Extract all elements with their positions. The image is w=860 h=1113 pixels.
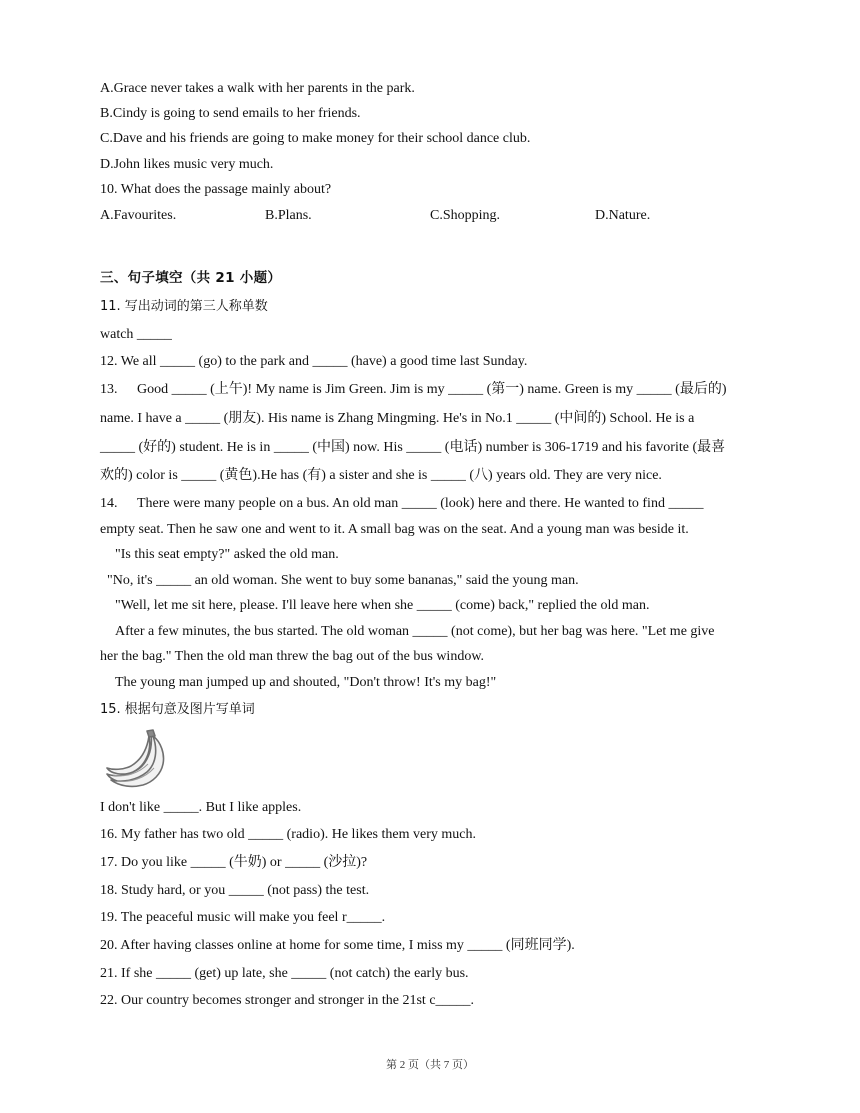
q9-option-c: C.Dave and his friends are going to make money for their school dance club.: [100, 131, 531, 146]
banana-icon: [101, 728, 171, 790]
q10-option-a: A.Favourites.: [100, 208, 177, 223]
q16: 16. My father has two old _____ (radio). He likes them very much.: [100, 827, 476, 842]
q14-line-1: There were many people on a bus. An old man _____ (look) here and there. He wanted to find _____: [137, 496, 704, 511]
section-heading: 三、句子填空（共 21 小题）: [100, 270, 282, 286]
q9-option-b: B.Cindy is going to send emails to her friends.: [100, 106, 361, 121]
q9-option-a: A.Grace never takes a walk with her parents in the park.: [100, 81, 415, 96]
q14-line-6: After a few minutes, the bus started. The old woman _____ (not come), but her bag was here. "Let me give: [115, 624, 715, 639]
q13-line-3: _____ (好的) student. He is in _____ (中国) now. His _____ (电话) number is 306-1719 and his favorite (最喜: [100, 440, 726, 455]
q11-line: watch _____: [100, 327, 172, 342]
q12: 12. We all _____ (go) to the park and _____ (have) a good time last Sunday.: [100, 354, 528, 369]
q14-line-4: "No, it's _____ an old woman. She went to buy some bananas," said the young man.: [107, 573, 579, 588]
q10-option-b: B.Plans.: [265, 208, 312, 223]
q19: 19. The peaceful music will make you feel r_____.: [100, 910, 386, 925]
q14-number: 14.: [100, 496, 118, 511]
q14-line-5: "Well, let me sit here, please. I'll leave here when she _____ (come) back," replied the old man.: [115, 598, 650, 613]
q17: 17. Do you like _____ (牛奶) or _____ (沙拉)?: [100, 855, 368, 870]
q13-number: 13.: [100, 382, 118, 397]
q14-line-2: empty seat. Then he saw one and went to it. A small bag was on the seat. And a young man was beside it.: [100, 522, 689, 537]
q10-question: 10. What does the passage mainly about?: [100, 182, 332, 197]
bananas-image: [101, 728, 171, 790]
page-footer: 第 2 页（共 7 页）: [386, 1059, 474, 1071]
q18: 18. Study hard, or you _____ (not pass) the test.: [100, 883, 370, 898]
q13-line-4: 欢的) color is _____ (黄色).He has (有) a sister and she is _____ (八) years old. They are very nice.: [100, 468, 662, 483]
q22: 22. Our country becomes stronger and stronger in the 21st c_____.: [100, 993, 475, 1008]
q21: 21. If she _____ (get) up late, she _____ (not catch) the early bus.: [100, 966, 469, 981]
q20: 20. After having classes online at home for some time, I miss my _____ (同班同学).: [100, 938, 575, 953]
q14-line-7: her the bag." Then the old man threw the bag out of the bus window.: [100, 649, 485, 664]
q11-prompt: 11. 写出动词的第三人称单数: [100, 299, 268, 314]
q14-line-8: The young man jumped up and shouted, "Don't throw! It's my bag!": [115, 675, 497, 690]
q9-option-d: D.John likes music very much.: [100, 157, 274, 172]
q15-prompt: 15. 根据句意及图片写单词: [100, 702, 255, 717]
q10-option-c: C.Shopping.: [430, 208, 501, 223]
q10-option-d: D.Nature.: [595, 208, 651, 223]
q10-options: [0, 206, 860, 226]
q13-line-1: Good _____ (上午)! My name is Jim Green. Jim is my _____ (第一) name. Green is my _____ (最后的): [137, 382, 727, 397]
q14-line-3: "Is this seat empty?" asked the old man.: [115, 547, 339, 562]
q13-line-2: name. I have a _____ (朋友). His name is Zhang Mingming. He's in No.1 _____ (中间的) School. He is a: [100, 411, 695, 426]
q15-line: I don't like _____. But I like apples.: [100, 800, 302, 815]
